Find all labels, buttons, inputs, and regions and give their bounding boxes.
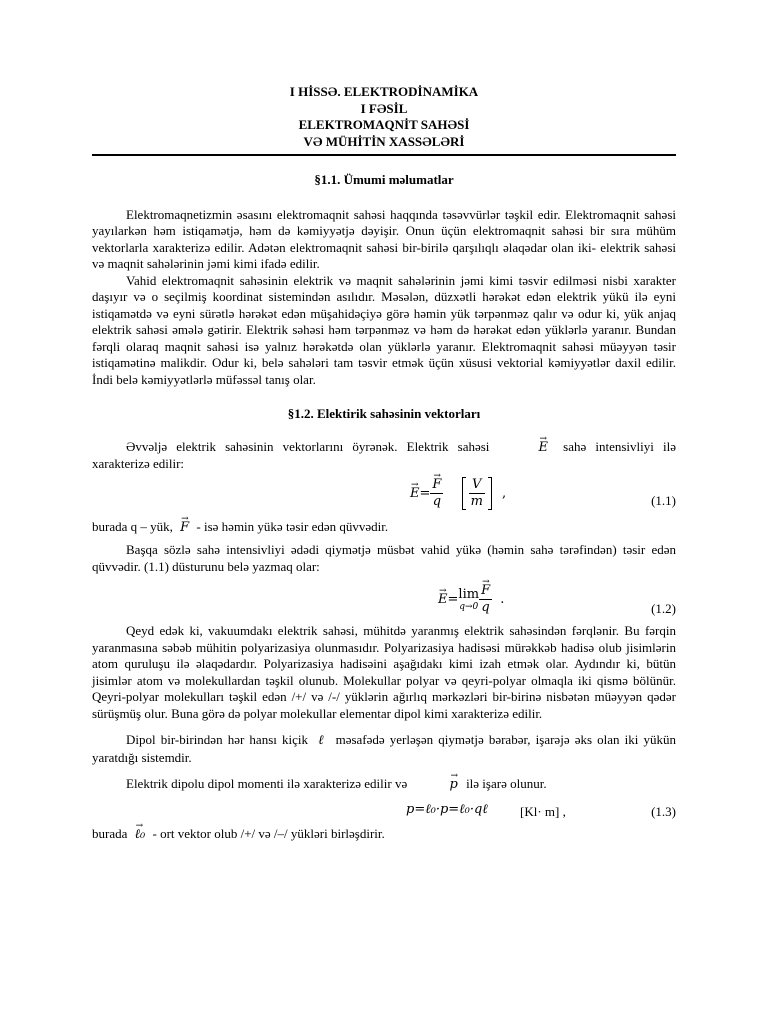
limit-operator: lim q→0 — [458, 586, 480, 613]
equation-1-1: → E= → $\frac{F}{q}$ $\frac{V}{m}$ , (1.1) — [92, 473, 676, 519]
section-title-1-1: §1.1. Ümumi məlumatlar — [314, 172, 454, 187]
chapter-title-line1: ELEKTROMAQNİT SAHƏSİ — [298, 117, 470, 132]
unit-bracket: $\frac{V}{m}$ — [462, 477, 492, 510]
equation-number: (1.2) — [651, 601, 676, 616]
paragraph: Əvvəljə elektrik sahəsinin vektorlarını öyrənək. Elektrik sahəsi → E sahə intensivliyi ilə xarakterizə edilir: — [92, 439, 676, 473]
equation-number: (1.3) — [651, 803, 676, 819]
length-symbol: ℓ — [318, 733, 326, 748]
paragraph: Dipol bir-birindən hər hansı kiçik ℓ məsafədə yerləşən qiymətjə bərabər, işarəjə əks olan iki yükün yaratdığı sistemdir. — [92, 732, 677, 765]
paragraph: Elektrik dipolu dipol momenti ilə xarakterizə edilir və → p ilə işarə olunur. — [92, 776, 676, 794]
section-title-1-2: §1.2. Elektirik sahəsinin vektorları — [287, 406, 481, 421]
eq-fraction: → $\frac{F}{q}$ — [479, 583, 492, 616]
eq-unit: [Kl· m] , — [520, 803, 566, 819]
paragraph: burada → ℓ₀ - ort vektor olub /+/ və /–/ yükləri birləşdirir. — [92, 826, 676, 844]
chapter-number: I FƏSİL — [360, 100, 408, 116]
vector-p-symbol: → p — [415, 777, 457, 794]
vector-e-symbol: → E — [505, 440, 549, 457]
chapter-heading — [92, 84, 676, 150]
equation-number: (1.1) — [651, 492, 676, 508]
document-page — [92, 84, 676, 843]
paragraph: Qeyd edək ki, vakuumdakı elektrik sahəsi, mühitdə yaranmış elektrik sahəsindən fərqlənir. Bu fərqin yaranmasına səbəb mühitin polyarizasiya olunmasıdır. Polyarizasiya hadisəsi mürəkkəb hadisə olub jisimlərin atom quruluşu ilə əlaqədardır. Polyarizasiya hadisəini aşağıdakı kimi izah etmək olar. Aydındır ki, bütün jisimlər atom və molekullardan təşkil olunub. Molekullar polyar və qeyri-polyar olmaqla iki qismə bölünür. Qeyri-polyar molekulları təşkil edən /+/ və /-/ yüklərin ağırlıq mərkəzləri bir-birinə nisbətən müəyyən qədər sürüşmüş olur. Buna görə də polyar molekullar elementar dipol kimi xarakterizə edilir. — [92, 623, 676, 721]
eq-fraction: → $\frac{F}{q}$ — [430, 477, 443, 510]
part-title: I HİSSƏ. ELEKTRODİNAMİKA — [289, 84, 479, 99]
heading-divider — [92, 154, 676, 156]
eq-lhs: → E — [410, 486, 420, 503]
chapter-title-line2: VƏ MÜHİTİN XASSƏLƏRİ — [303, 133, 465, 149]
equation-1-3 — [92, 794, 676, 826]
paragraph: Elektromaqnetizmin əsasını elektromaqnit sahəsi haqqında təsəvvürlər təşkil edir. Elektromaqnit sahəsi yayılarkən həm istiqamətjə, həm də kəmiyyətjə dəyişir. Onun üçün elektromaqnit sahəsi bir sıra mühüm vektorlarla xarakterizə edilir. Adətən elektromaqnit sahəsi bir-birilə qarşılıqlı əlaqədar olan iki- elektrik sahəsi və maqnit sahələrinin jəmi kimi ifadə edilir. — [92, 206, 676, 271]
eq-lhs: → E — [438, 592, 448, 609]
unit-vector-symbol: → ℓ₀ — [135, 827, 146, 844]
equation-1-2: → E=lim q→0 → $\frac{F}{q}$ . (1.2) — [92, 575, 676, 623]
paragraph: Başqa sözlə sahə intensivliyi ədədi qiymətjə müsbət vahid yükə (həmin sahə tərəfindən) təsir edən qüvvədir. (1.1) düsturunu belə yazmaq olar: — [92, 542, 676, 574]
paragraph: burada q – yük, → F - isə həmin yükə təsir edən qüvvədir. — [92, 519, 676, 537]
paragraph: Vahid elektromaqnit sahəsinin elektrik və maqnit sahələrinin jəmi kimi təsvir edilməsi nisbi xarakter daşıyır və o seçilmiş koordinat sistemindən asılıdır. Məsələn, düzxətli hərəkət edən elektrik yükü ilə eyni istiqamətdə və eyni sürətlə hərəkət edən müşahidəçiyə görə həmin yük tərpənməz qalır və odur ki, yük anjaq elektrik sahəsi əmələ gətirir. Elektrik səhəsi həm tərpənməz və həm də hərəkət edən yüklərlə yaranır. Bundan fərqli olaraq maqnit sahəsi isə yalnız hərəkətdə olan yüklərlə yaranır. Elektromaqnit sahəsi müəyyən təsir istiqamətinə malikdir. Odur ki, belə sahələri tam təsvir etmək üçün xüsusi vektorial kəmiyyətlər daxil edilir. İndi belə kəmiyyətlərlə müfəssəl tanış olar. — [92, 272, 676, 387]
vector-f-symbol: → F — [180, 520, 189, 537]
eq-expression: p=ℓ₀·p=ℓ₀·qℓ — [406, 801, 488, 817]
